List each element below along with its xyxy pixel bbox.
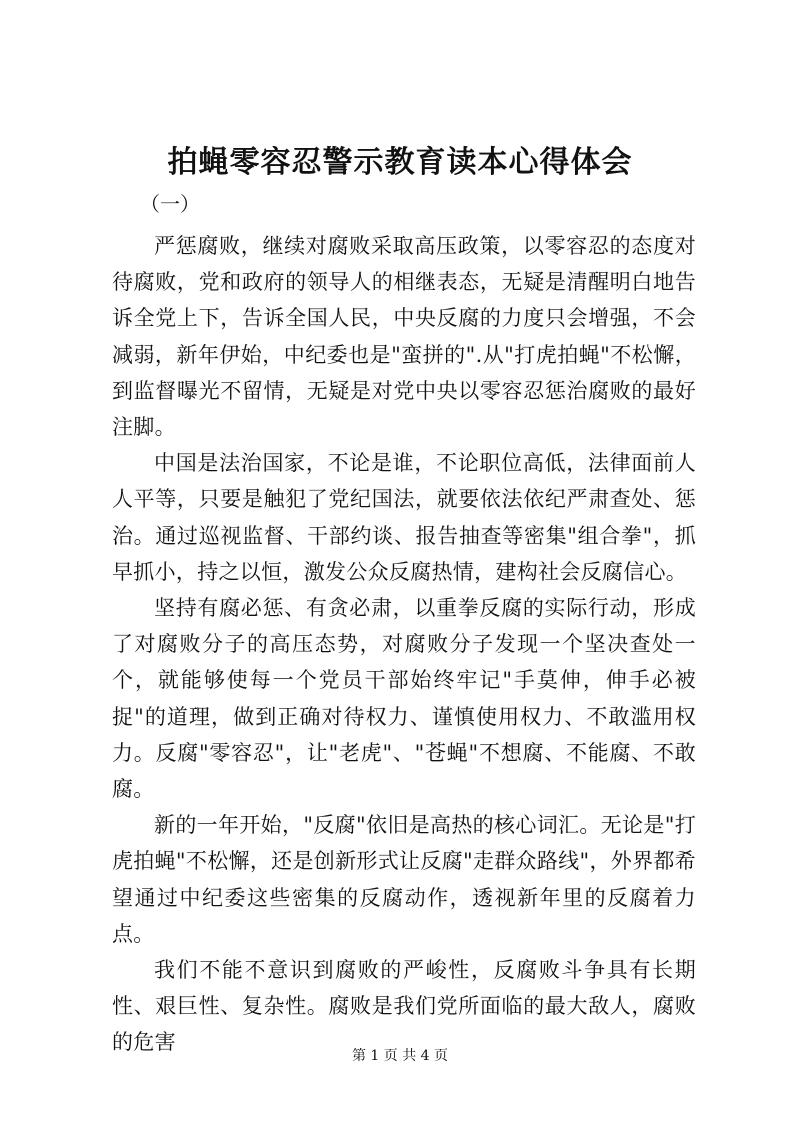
paragraph-3: 坚持有腐必惩、有贪必肃，以重拳反腐的实际行动，形成了对腐败分子的高压态势，对腐败分子发现一个坚决查处一个，就能够使每一个党员干部始终牢记"手莫伸，伸手必被捉"的道理，做到正确对待权力、谨慎使用权力、不敢滥用权力。反腐"零容忍"，让"老虎"、"苍蝇"不想腐、不能腐、不敢腐。 xyxy=(112,596,696,802)
paragraph-5: 我们不能不意识到腐败的严峻性，反腐败斗争具有长期性、艰巨性、复杂性。腐败是我们党所面临的最大敌人，腐败的危害 xyxy=(112,958,696,1055)
document-title: 拍蝇零容忍警示教育读本心得体会 xyxy=(167,145,633,180)
paragraph-1: 严惩腐败，继续对腐败采取高压政策，以零容忍的态度对待腐败，党和政府的领导人的相继表态，无疑是清醒明白地告诉全党上下，告诉全国人民，中央反腐的力度只会增强，不会减弱，新年伊始，中纪委也是"蛮拼的".从"打虎拍蝇"不松懈，到监督曝光不留情，无疑是对党中央以零容忍惩治腐败的最好注脚。 xyxy=(112,234,696,440)
section-label: （一） xyxy=(140,192,200,216)
document-body xyxy=(112,228,696,1061)
page-footer: 第 1 页 共 4 页 xyxy=(351,1048,449,1064)
paragraph-2: 中国是法治国家，不论是谁，不论职位高低，法律面前人人平等，只要是触犯了党纪国法，就要依法依纪严肃查处、惩治。通过巡视监督、干部约谈、报告抽查等密集"组合拳"，抓早抓小，持之以恒，激发公众反腐热情，建构社会反腐信心。 xyxy=(112,451,696,584)
paragraph-4: 新的一年开始，"反腐"依旧是高热的核心词汇。无论是"打虎拍蝇"不松懈，还是创新形式让反腐"走群众路线"，外界都希望通过中纪委这些密集的反腐动作，透视新年里的反腐着力点。 xyxy=(112,813,696,946)
